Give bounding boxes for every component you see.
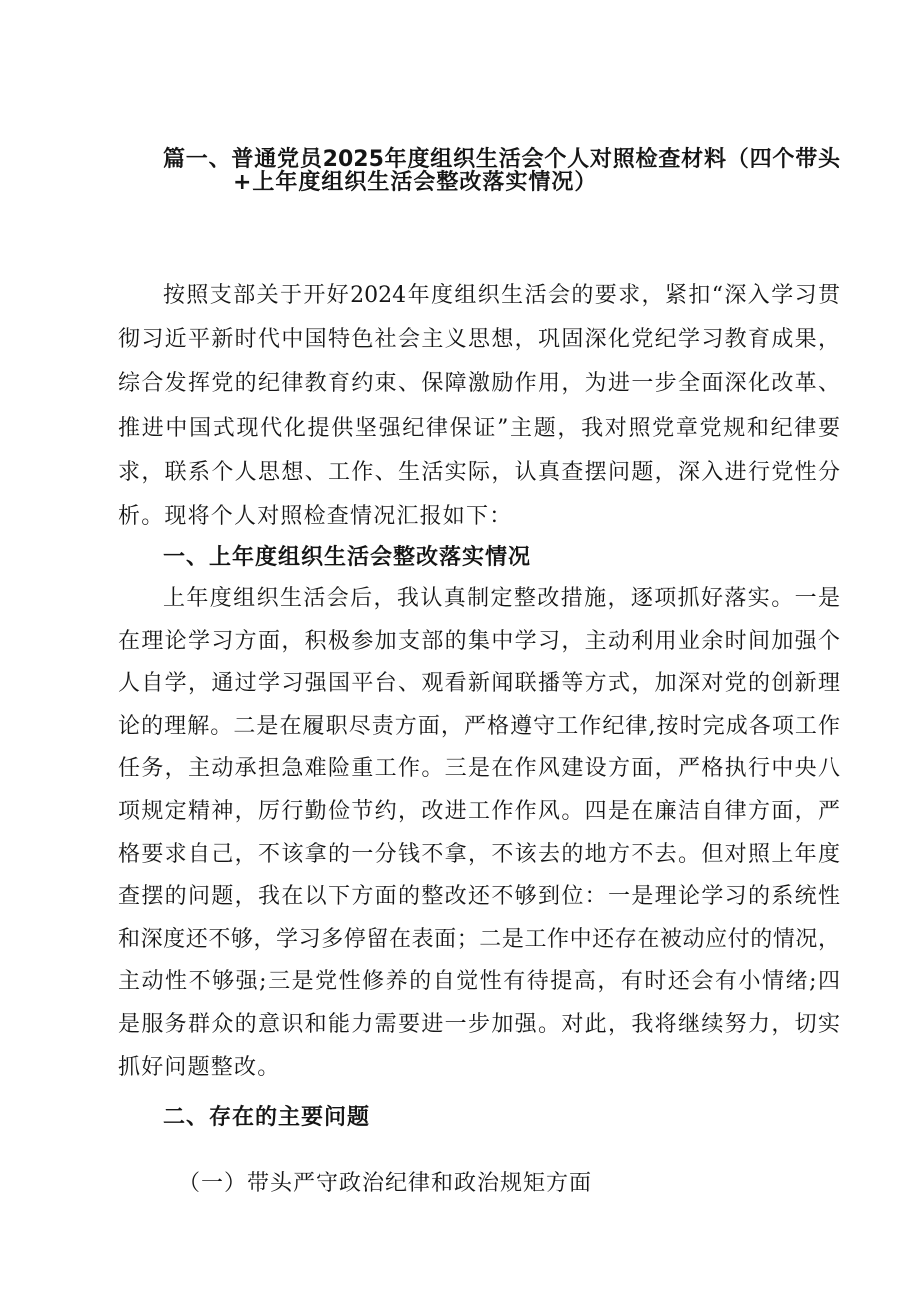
subsection-heading: （一）带头严守政治纪律和政治规矩方面 xyxy=(178,1171,593,1196)
title-line: 篇一、普通党员2025年度组织生活会个人对照检查材料（四个带头 xyxy=(163,147,840,172)
paragraph-line: 抓好问题整改。 xyxy=(118,1054,281,1080)
paragraph-line: 项规定精神，厉行勤俭节约，改进工作作风。四是在廉洁自律方面，严 xyxy=(118,798,840,824)
section-1-paragraph xyxy=(118,578,840,1089)
paragraph-line: 上年度组织生活会后，我认真制定整改措施，逐项抓好落实。一是 xyxy=(163,586,840,611)
section-heading: 一、上年度组织生活会整改落实情况 xyxy=(163,545,532,570)
title-line: +上年度组织生活会整改落实情况） xyxy=(233,170,598,195)
paragraph-line: 析。现将个人对照检查情况汇报如下： xyxy=(118,504,513,530)
paragraph-line: 求，联系个人思想、工作、生活实际，认真查摆问题，深入进行党性分 xyxy=(118,459,840,485)
paragraph-line: 和深度还不够，学习多停留在表面；二是工作中还存在被动应付的情况， xyxy=(118,926,840,952)
paragraph-line: 推进中国式现代化提供坚强纪律保证”主题，我对照党章党规和纪律要 xyxy=(118,415,840,441)
paragraph-line: 综合发挥党的纪律教育约束、保障激励作用，为进一步全面深化改革、 xyxy=(118,371,840,397)
intro-paragraph xyxy=(118,274,840,539)
paragraph-line: 查摆的问题，我在以下方面的整改还不够到位：一是理论学习的系统性 xyxy=(118,884,840,910)
paragraph-line: 论的理解。二是在履职尽责方面，严格遵守工作纪律,按时完成各项工作 xyxy=(118,713,840,739)
paragraph-line: 主动性不够强;三是党性修养的自觉性有待提高，有时还会有小情绪;四 xyxy=(118,969,840,995)
paragraph-line: 格要求自己，不该拿的一分钱不拿，不该去的地方不去。但对照上年度 xyxy=(118,841,840,867)
document-title xyxy=(163,148,840,194)
paragraph-line: 任务，主动承担急难险重工作。三是在作风建设方面，严格执行中央八 xyxy=(118,756,840,782)
paragraph-line: 在理论学习方面，积极参加支部的集中学习，主动利用业余时间加强个 xyxy=(118,628,840,654)
section-heading: 二、存在的主要问题 xyxy=(163,1105,371,1130)
paragraph-line: 人自学，通过学习强国平台、观看新闻联播等方式，加深对党的创新理 xyxy=(118,671,840,697)
paragraph-line: 按照支部关于开好2024年度组织生活会的要求，紧扣“深入学习贯 xyxy=(163,283,840,308)
paragraph-line: 是服务群众的意识和能力需要进一步加强。对此，我将继续努力，切实 xyxy=(118,1011,840,1037)
paragraph-line: 彻习近平新时代中国特色社会主义思想，巩固深化党纪学习教育成果， xyxy=(118,327,840,353)
